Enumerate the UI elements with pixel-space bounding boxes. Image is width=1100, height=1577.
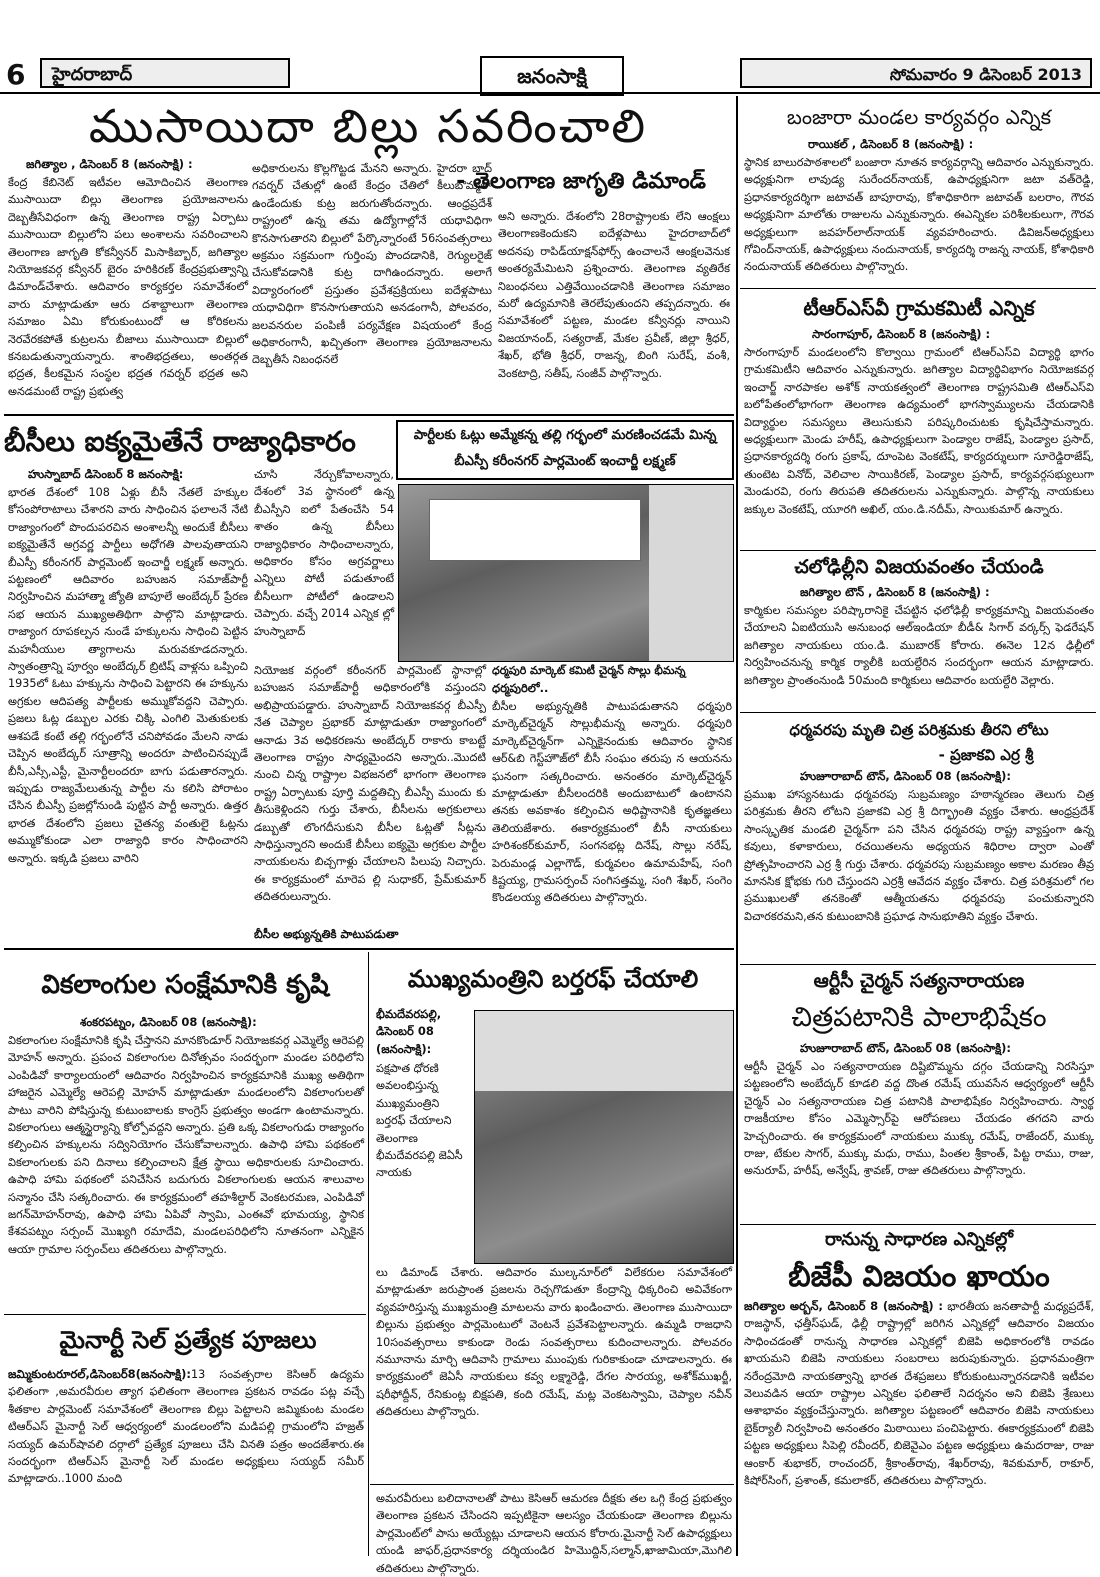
main-column-3: అని అన్నారు. దేశంలోని 28రాష్ట్రాలకు లేని ఆంక్షలు తెలంగాణకెందుకని ఐదేళ్లపాటు హైదరాబాద్‌లో అదనపు రాపిడ్‌యాక్షన్‌ఫోర్స్ ఉంచాలనే ఆంక్షలవెనుక అంతర్యమేమిటని ప్రశ్నించారు. తెలంగాణ వ్యతిరేక నిబంధనలు ఎత్తివేయించడానికి తెలంగాణ సమాజం మరో ఉద్యమానికి తెరలేపుతుందని తప్పదన్నారు. ఈ సమావేశంలో పట్టణ, మండల కన్వీనర్లు నాయిని విజయానంద్, సత్యరాజ్, మేకల ప్రవీణ్, జిల్లా శ్రీధర్, శేఖర్, భోతి శ్రీధర్, రాజన్న, బింగి సురేష్, వంశీ, వెంకటాద్రి, సతీష్, సంజీవ్ పాల్గొన్నారు. [498, 210, 730, 380]
disabled-rule [4, 1314, 366, 1315]
main-story-rule [4, 414, 734, 416]
dharmavarapu-dateline: హుజూరాబాద్ టౌన్, డిసెంబర్ 08 (జనంసాక్షి): [800, 769, 1011, 783]
disabled-dateline: శంకరపట్నం, డిసెంబర్ 08 (జనంసాక్షి): [80, 1015, 257, 1029]
chalo-headline: చలోఢిల్లీని విజయవంతం చేయండి [794, 556, 1044, 578]
main-column-1: కేంద్ర కేబినెట్ ఇటీవల ఆమోదించిన తెలంగాణ ముసాయిదా బిల్లు తెలంగాణ ప్రయోజనాలను దెబ్బతీసేవిధంగా ఉన్న తెలంగాణ రాష్ట్ర ఏర్పాటు ముసాయిదా బిల్లులోని పలు అంశాలను సవరించాలని తెలంగాణ జాగృతి కోకన్వీనర్ మిసాకిబ్బార్, జగిత్యాల నియోజకవర్గ కన్వీనర్ బైరం హరికిరణ్ కేంద్రప్రభుత్వాన్ని డిమాండ్‌చేశారు. ఆదివారం కార్యకర్తల సమావేశంలో వారు మాట్లాడుతూ ఆరు దశాబ్దాలుగా తెలంగాణ సమాజం ఏమి కోరుకుంటుందో ఆ కోరికలను నెరవేరకపోతే కుట్రలను బీజాలు ముసాయిదా బిల్లులో కనబడుతున్నాయన్నారు. శాంతిభద్రతలు, అంతర్గత భద్రత, కీలకమైన సంస్థల భద్రత గవర్నర్ భద్రత అని అనడమంటే రాష్ట్ర ప్రభుత్వ [8, 176, 248, 398]
trsv-rule [740, 550, 1096, 551]
minority-headline: మైనార్టీ సెల్ ప్రత్యేక పూజలు [59, 1326, 317, 1354]
market-dateline: ధర్మపురిలో.. [492, 681, 549, 695]
minority-body [8, 1366, 364, 1552]
cm-rule [370, 1484, 734, 1485]
bjp-headline-line2: బీజేపీ విజయం ఖాయం [788, 1259, 1050, 1293]
chalo-dateline: జగిత్యాల టౌన్ , డిసెంబర్ 8 (జనంసాక్షి) : [800, 585, 990, 599]
cm-jac-photo [474, 1010, 734, 1264]
bjp-body-text: భారతీయ జనతాపార్టీ మధ్యప్రదేశ్, రాజస్థాన్, ఛత్తీస్‌ఘడ్, ఢిల్లీ రాష్ట్రాల్లో జరిగిన ఎన్నికల్లో ఆదివారం విజయం సాధించడంతో రానున్న సాధారణ ఎన్నికల్లో బిజెపి అధికారంలోకి రావడం ఖాయమని బిజెపి నాయకులు సంబరాలు జరుపుకున్నారు. ప్రధానమంత్రిగా నరేంద్రమోది నాయకత్వాన్ని భారత దేశప్రజలు కోరుకుంటున్నారనడానికి ఇటీవల వెలువడిన ఆయా రాష్ట్రాల ఎన్నికల ఫలితాలే నిదర్శనం అని బిజెపి శ్రేణులు ఆశాభావం వ్యక్తంచేస్తున్నారు. జగిత్యాల పట్టణంలో ఆదివారం బిజెపి నాయకులు బైక్‌ర్యాలీ నిర్వహించి అనంతరం మిఠాయిలు పంచిపెట్టారు. ఈకార్యక్రమంలో బిజెపి పట్టణ అధ్యక్షులు సిపెల్లి రవీందర్, బిజెవైఎం పట్టణ అధ్యక్షులు ఉమదరాజు, రాజు ఆంకార్ శుభాకర్, రాంచందర్, శ్రీకాంత్‌రావు, శేఖర్‌రావు, శివకుమార్, రాకూర్, కిషోర్‌సింగ్, ప్రశాంత్, కమలాకర్, తదితరులు పాల్గొన్నారు. [744, 1300, 1094, 1488]
market-heading: ధర్మపురి మార్కెట్ కమిటీ చైర్మన్ సొల్లు భీమన్న [492, 664, 686, 677]
bc-column-2b: నియోజక వర్గంలో కరీంనగర్ పార్లమెంట్ స్థానాల్లో బహుజన సమాజ్‌పార్టీ అధికారంలోకి వస్తుందని అభిప్రాయపడ్డారు. హుస్నాబాద్ నియోజకవర్గ బీఎస్పీ నేత చెప్యాల ప్రభాకర్ మాట్లాడుతూ రాజ్యాంగంలో ఆనాడు 3వ అధికరణను అంబేద్కర్ రాకారు కాబట్టే తెలంగాణ రాష్ట్రం సాధ్యమైందని అన్నారు..మొదటి నుంచి చిన్న రాష్ట్రాల విభజనలో భాగంగా తెలంగాణ రాష్ట్ర ఏర్పాటుకు పూర్తి మద్దతిచ్చి బీఎస్పీ ముందు కు తీసుకెళ్లిందని గుర్తు చేశారు, బీసీలను అగ్రకులాలు డబ్బుతో లొంగదీసుకుని బీసీల ఓట్లతో సీట్లను సాధిస్తున్నారని అందుకే బీసీలు ఐక్యమై అగ్రకుల పార్టీల నాయకులను బిచ్చగాళ్లు చేయాలని పిలుపు నిచ్చారు. ఈ కార్యక్రమంలో మారెప ల్లి సుధాకర్, ప్రేమ్‌కుమార్ తదితరులున్నారు. [254, 664, 486, 904]
trsv-headline: టీఆర్‌ఎస్‌వీ గ్రామకమిటీ ఎన్నిక [803, 296, 1035, 320]
bc-column-2a: చూసి నేర్చుకోవాలన్నారు, దేశంలో 3వ స్థానంలో ఉన్న బీఎస్పీని ఐలో పేతంచేసి 54 శాతం ఉన్న బీసీలు రాజ్యాధికారం సాధించాలన్నారు, అధికారం కోసం అగ్రవర్ణాలు ఎన్నిలు పోటీ పడుతూంటే బీసీలుగా పోటీలో ఉండాలని చెప్పారు. వచ్చే 2014 ఎన్నిక ల్లో హుస్నాబాద్ [254, 468, 394, 638]
banner-headline-line1: పార్టీలకు ఓట్లు అమ్మేకన్న తల్లి గర్భంలో మరణించడమే మిన్న [413, 428, 717, 443]
minority-body-text: 13 సంవత్సరాల కెసిఆర్ ఉద్యమ ఫలితంగా ,అమరవీరుల త్యాగ ఫలితంగా తెలంగాణ ప్రకటన రావడం పట్ల వచ్చే శీతకాల పార్లమెంట్ సమావేశంలో తెలంగాణ బిల్లు పెట్టాలని జమ్మికుంట మండల టిఆర్ఎస్ మైనార్టీ సెల్ ఆధ్వర్యంలో మండలంలోని మడిపల్లి గ్రామంలోని హజ్రత్ సయ్యద్ ఉమర్‌షావలి దర్గాలో ప్రత్యేక పూజలు చేసి వినతి పత్రం అందజేశారు.ఈ సందర్భంగా టిఆర్ఎస్ మైనార్టీ సెల్ మండల అధ్యక్షులు సయ్యద్ సమీర్ మాట్లాడారు..1000 మంది [8, 1368, 364, 1486]
disabled-headline: వికలాంగుల సంక్షేమానికి కృషి [41, 970, 329, 1000]
photo-pillar [649, 485, 733, 661]
dharmavarapu-rule [740, 964, 1096, 965]
rtc-rule [740, 1224, 1096, 1225]
disabled-body: వికలాంగుల సంక్షేమానికి కృషి చేస్తానని మానకొండూర్ నియోజకవర్గ ఎమ్మెల్యే ఆరెపల్లి మోహన్ అన్నారు. ప్రపంచ వికలాంగుల దినోత్సవం సందర్భంగా మండల పరిధిలోని ఎంపిడివో కార్యాలయంలో ఆదివారం నిర్వహించిన కార్యక్రమానికి ముఖ్య అతిథిగా హాజరైన ఎమ్మెల్యే ఆరెపల్లి మోహన్ మాట్లాడుతూ మండలంలోని వికలాంగులతో పాటు వారిని పోషిస్తున్న కుటుంబాలకు కాంగ్రెస్ ప్రభుత్వం అండగా ఉంటామన్నారు. వికలాంగులు ఆత్మస్థైర్యాన్ని కోల్పోవద్దని అన్నారు. ప్రతి ఒక్క వికలాంగుడు రాజ్యాంగం కల్పించిన హక్కులను సద్వినియోగం చేసుకోవాలన్నారు. ఉపాధి హామి పథకంలో వికలాంగులకు పని దినాలు కల్పించాలని క్షేత్ర స్థాయి అధికారులకు సూచించారు. ఉపాధి హామి పథకంలో పనిచేసిన బదుగురు వికలాంగులకు ఆయన శాలువాల సన్మానం చేసి సత్కరించారు. ఈ కార్యక్రమంలో తహశీల్దార్ వెంకటరమణ, ఎంపిడివో జగన్‌మోహన్‌రావు, ఉపాధి హామి ఏపివో స్వామి, ఎంఈవో భూమయ్య, స్థానిక కేశవపట్నం సర్పంచ్ మొఖ్యగి రమాదేవి, మండలపరిధిలోని నూతనంగా ఎన్నికైన ఆయా గ్రామాల సర్పంచ్‌లు తదితరులు పాల్గొన్నారు. [8, 1034, 364, 1256]
banner-headline-line2: బీఎస్పీ కరీంనగర్ పార్లమెంట్ ఇంచార్జీ లక్ష్మణ్ [454, 454, 676, 469]
dharmavarapu-body: ప్రముఖ హాస్యనటుడు ధర్మవరపు సుబ్రమణ్యం హఠాన్మరణం తెలుగు చిత్ర పరిశ్రమకు తీరని లోటని ప్రజాకవి ఎర్ర శ్రీ దిగ్భ్రాంతి వ్యక్తం చేశారు. ఆంధ్రప్రదేశ్ సాంస్కృతిక మండలి చైర్మన్‌గా పని చేసిన ధర్మవరపు రాష్ట్ర వ్యాప్తంగా ఉన్న కవులు, కళాకారులు, రచయితలను అధ్యయన శిధిరాల ద్వారా ఎంతో ప్రోత్సహించారని ఎర్ర శ్రీ గుర్తు చేశారు. ధర్మవరపు సుబ్రమణ్యం అకాల మరణం తీవ్ర మానసిక క్షోభకు గురి చేస్తుందని ఎర్రశ్రీ ఆవేదన వ్యక్తం చేశారు. చిత్ర పరిశ్రమలో గల ప్రముఖులతో తనకెంతో ఆత్మీయతను ధర్మవరపు పంచుకున్నారని విచారకరమని,తన కుటుంబానికి ప్రఘాఢ సానుభూతిని వ్యక్తం చేశారు. [744, 788, 1094, 923]
city-section-label: హైదరాబాద్ [40, 58, 290, 88]
masthead-rule [0, 92, 1100, 94]
newspaper-logo: జనంసాక్షి [480, 56, 624, 96]
cm-headline: ముఖ్యమంత్రిని బర్తరఫ్ చేయాలి [407, 965, 699, 993]
lower-column-divider [368, 952, 369, 1556]
bjp-dateline: జగిత్యాల అర్బన్, డిసెంబర్ 8 (జనంసాక్షి) : [744, 1299, 943, 1313]
banjara-headline: బంజారా మండల కార్యవర్గం ఎన్నిక [786, 105, 1052, 129]
dharmavarapu-subhead: - ప్రజాకవి ఎర్ర శ్రీ [938, 746, 1034, 764]
cm-dateline: భీమదేవరపల్లి, డిసెంబర్ 08 (జనంసాక్షి): [376, 1007, 442, 1056]
mid-rule [4, 948, 734, 950]
cm-body: లు డిమాండ్ చేశారు. ఆదివారం ముల్కనూర్‌లో విలేకరుల సమావేశంలో మాట్లాడుతూ జరుప్రాంత ప్రజలను రెచ్చగొడుతూ కేంద్రాన్ని ధిక్కరించి అవివేకంగా వ్యవహరిస్తున్న ముఖ్యమంత్రి మాటలను వారు ఖండించారు. తెలంగాణ ముసాయిదా బిల్లును ప్రభుత్వం పార్లమెంటులో వెంటనే ప్రవేశపెట్టాలన్నారు. ఉమ్మడి రాజధాని 10సంవత్సరాలు కాకుండా రెండు సంవత్సరాలు కుదించాలన్నారు. పోలవరం నమూనాను మార్చి ఆదివాసి గ్రామాలు ముంపుకు గురికాకుండా చూడాలన్నారు. ఈ కార్యక్రమంలో జెఏసీ నాయకులు కవ్వ లక్ష్మారెడ్డి, దేగల సారయ్య, అశోక్‌ముఖర్జీ, షరీఫోద్దీన్, రేనికుంట్ల బిక్షపతి, కంది రమేష్, మట్ల వెంకటస్వామి, చెప్యాల నవీన్ తదితరులు పాల్గొన్నారు. [376, 1266, 732, 1419]
trsv-dateline: సారంగాపూర్, డిసెంబర్ 8 (జనంసాక్షి) : [812, 327, 991, 341]
main-headline: ముసాయిదా బిల్లు సవరించాలి [88, 99, 648, 153]
rtc-headline-line2: చిత్రపటానికి పాలాభిషేకం [791, 1002, 1047, 1033]
photo-banner [429, 499, 641, 561]
main-dateline: జగిత్యాల , డిసెంబర్ 8 (జనంసాక్షి) : [26, 157, 193, 171]
rtc-body: ఆర్టీసీ చైర్మన్ ఎం సత్యనారాయణ దిష్టిబొమ్మను దగ్గం చేయడాన్ని నిరసిస్తూ పట్టణంలోని అంబేద్కర్ కూడలి వద్ద దొంత రమేష్ యువసేన ఆధ్వర్యంలో ఆర్టీసీ చైర్మన్ ఎం సత్యనారాయణ చిత్ర పటానికి పాలాభిషేకం నిర్వహించారు. స్వార్థ రాజకీయాల కోసం ఎమ్మెస్సార్‌పై ఆరోపణలు చేయడం తగదని వారు హెచ్చరించారు. ఈ కార్యక్రమంలో నాయకులు ముక్కు రమేష్, రాజేందర్, ముక్కు రాజు, టేకుల సాగర్, ముక్కు మధు, రాము, పింతల శ్రీకాంత్, పిట్ట రాము, రాజు, అనురూప్, హరీష్, అన్వేష్, శ్రావణ్, రాజు తదితరులు పాల్గొన్నారు. [744, 1060, 1094, 1178]
bc-dateline: హుస్నాబాద్ డిసెంబర్ 8 జనంసాక్షి: [28, 467, 184, 481]
chalo-body: కార్మికుల సమస్యల పరిష్కారానికై చేపట్టిన ఛలోఢిల్లీ కార్యక్రమాన్ని విజయవంతం చేయాలని ఏఐటియుసి అనుబంధ ఆల్‌ఇండియా బీడీ& సిగార్ వర్కర్స్ ఫెడరేషన్ జగిత్యాల నాయకులు యం.డి. ముబారక్ కోరారు. ఈనెల 12న ఢిల్లీలో నిర్వహించనున్న కార్మిక ర్యాలీకి బయల్దేరిన సందర్భంగా ఆయన మాట్లాడారు. జగిత్యాల ప్రాంతంనుండి 50మంది కార్మికులు ఆదివారం బయల్దేరి వెల్లారు. [744, 604, 1094, 687]
rtc-headline-line1: ఆర్టీసీ చైర్మన్ సత్యనారాయణ [813, 970, 1025, 992]
bc-continued: బీసీల అభ్యున్నతికి పాటుపడుతా [254, 927, 399, 941]
right-column-divider [736, 96, 738, 1556]
trsv-body: సారంగాపూర్ మండలంలోని కొల్వాయి గ్రామంలో టిఆర్ఎస్‌వి విద్యార్థి భాగం గ్రామకమిటీని ఆదివారం ఎన్నుకున్నారు. జగిత్యాల విద్యార్థివిభాగం నియోజకవర్గ ఇంచార్జ్ నారపాకల అశోక్ నాయకత్వంలో తెలంగాణ రాష్ట్రసమితి టిఆర్ఎస్‌వి బలోపేతంలోభాగంగా తెలంగాణ ఉద్యమంలో భాగస్వామ్యులను చేయడానికి విద్యార్థుల సమస్యలు తెలుసుకుని పరిష్కరించుటకు కృషిచేస్తామన్నారు. అధ్యక్షులుగా మెండు హరీష్, ఉపాధ్యక్షులుగా పెండ్యాల రాజేష్, పెండ్యాల ప్రసాద్, ప్రధానకార్యదర్శి రంగు ప్రకాష్, దూంపెట వెంకటేష్, కార్యదర్శులుగా సూరెడ్డిరాజేష్, తుంటెట వినోద్, వెలిచాల సాయికిరణ్, పెండ్యాల ప్రసాద్, కార్యవర్గసభ్యులుగా మెండురవి, రంగు తిరుపతి తదితరులను ఎన్నుకున్నారు. పాల్గొన్న నాయకులు జక్కుల వెంకటేష్, యూరగి అఖిల్, యం.డి.నదీమ్, సాయికుమార్ ఉన్నారు. [744, 346, 1094, 516]
rtc-dateline: హుజూరాబాద్ టౌన్, డిసెంబర్ 08 (జనంసాక్షి): [800, 1041, 1011, 1055]
bjp-body [744, 1298, 1094, 1556]
minority-dateline: జమ్మికుంటరూరల్,డిసెంబర్8(జనంసాక్షి): [8, 1367, 191, 1381]
bjp-headline-line1: రానున్న సాధారణ ఎన్నికల్లో [825, 1229, 1013, 1250]
issue-date: సోమవారం 9 డిసెంబర్ 2013 [740, 58, 1092, 88]
main-subhead: - తెలంగాణ జాగృతి డిమాండ్ [456, 169, 706, 194]
bc-meeting-photo [398, 484, 734, 662]
bc-headline: బీసీలు ఐక్యమైతేనే రాజ్యాధికారం [4, 425, 356, 458]
page-number: 6 [6, 58, 26, 91]
banjara-dateline: రాయికల్ , డిసెంబర్ 8 (జనంసాక్షి) : [808, 137, 974, 151]
main-column-2: అధికారులను కొల్లగొట్టడ మేనని అన్నారు. హైదరా బాద్ గవర్నర్ చేతుల్లో ఉంటే కేంద్రం చేతిలో కీలుబొమ్మలా ఉండేందుకు కుట్ర జరుగుతోందన్నారు. ఆంధ్రప్రదేశ్ రాష్ట్రంలో ఉన్న తమ ఉద్యోగాల్లోనే యధావిధిగా కొనసాగుతారని బిల్లులో పేర్కొన్నారంటే 56సంవత్సరాలు అక్రమం సక్రమంగా గుర్తింపు పొందడానికి, రెగ్యులరైజ్ చేసుకోవడానికి కుట్ర దాగిఉందన్నారు. అలాగే విద్యారంగంలో ప్రస్తుతం ప్రవేశప్రక్రియలు ఐదేళ్లపాటు యధావిధిగా కొనసాగుతాయని అనడంగానీ, పోలవరం, జలవనరుల పంపిణీ పర్యవేక్షణ విషయంలో కేంద్ర అధికారంగానీ, ఖచ్చితంగా తెలంగాణ ప్రయోజనాలను దెబ్బతీసే నిబంధనలే [252, 162, 492, 367]
minority-column-2: అమరవీరులు బలిదానాలతో పాటు కెసిఆర్ ఆమరణ దీక్షకు తల ఒగ్గి కేంద్ర ప్రభుత్వం తెలంగాణ ప్రకటన చేసిందని ఇప్పటికైనా ఆలస్యం చేయకుండా తెలంగాణ బిల్లును పార్లమెంట్‌లో పాసు అయ్యేట్లు చూడాలని ఆయన కోరారు.మైనార్టీ సెల్ ఉపాధ్యక్షులు యండి జాఫర్,ప్రధానకార్య దర్శియండిర హిమొద్దిన్,సల్మాన్,ఖాజామియా,మొగిలి తదితరులు పాల్గొన్నారు. [376, 1492, 732, 1575]
bc-column-1: భారత దేశంలో 108 ఏళ్లు బీసీ నేతలే హక్కుల కోసంపోరాటాలు చేశారని వారు సాధించిన ఫలాలనే నేటి రాజ్యాంగంలో పొందుపరచిన అంశాలన్నీ అందుకే బీసీలు ఐక్యమైతేనే అగ్రవర్ణ పార్టీలు అధోగతి పాలవుతాయని బీఎస్పీ కరీంనగర్ పార్లమెంట్ ఇంచార్జీ లక్ష్మణ్ అన్నారు. పట్టణంలో ఆదివారం బహుజన సమాజ్‌పార్టీ నిర్వహించిన మహాత్మా జ్యోతి బాపూలే అంబేద్కర్ ప్రేరణ సభ ఆయన ముఖ్యఅతిథిగా పాల్గొని మాట్లాడారు. రాజ్యాంగ రూపకల్పన నుండే హక్కులను సాధించి పెట్టిన మహనీయుల త్యాగాలను మరువకూడదన్నారు. స్వాతంత్రాన్ని పూర్వం అంబేద్కర్ బ్రిటిష్ వాళ్లను ఒప్పించి 1935లో ఓటు హక్కును సాధించి పెట్టారని ఈ హక్కును అగ్రకుల ఆదిపత్య పార్టీలకు అమ్ముకోవద్దని చెప్పారు. ప్రజలు ఓట్ల డబ్బుల ఎరకు చిక్కి ఎంగిలి మెతుకులకు ఆశపడే కంటే తల్లి గర్భంలోనే చనిపోవడం మేలని నాడు చెప్పిన అంబేద్కర్ సూత్రాన్ని అందరూ పాటించినప్పుడే బీసీ,ఎస్సీ,ఎస్టీ, మైనార్టీలందరూ బాగు పడుతారన్నారు. ఇప్పుడు రాజ్యమేలుతున్న పార్టీల ను కలిసి పోరాటం చేసిన బీఎస్పీ ప్రజల్లోనుండి పుట్టిన పార్టీ అన్నారు. ఉత్తర భారత దేశంలోని ప్రజలు చైతన్య వంతులై ఓట్లను అమ్ముకోకుండా ఎలా రాజ్యాధి కారం సాధించారని అన్నారు. ఇక్కడి ప్రజలు వారిని [8, 486, 248, 865]
market-body: బీసీల అభ్యున్నతికి పాటుపడుతానని ధర్మపురి మార్కెట్‌చైర్మన్ సొల్లుభీమన్న అన్నారు. ధర్మపురి మార్కెట్‌చైర్మన్‌గా ఎన్నికైనందుకు ఆదివారం స్థానిక ఆర్&బి గెస్ట్‌హౌజ్‌లో బీసీ సంఘం తరుపు న ఆయనను ఘనంగా సత్కరించారు. అనంతరం మార్కెట్‌చైర్మన్ మాట్లాడుతూ బీసీలందరికి అందుబాటులో ఉంటానని తనకు అవకాశం కల్పించిన అధిష్టానానికి కృతజ్ఞతలు తెలియజేశారు. ఈకార్యక్రమంలో బీసీ నాయకులు హరిశంకర్‌కుమార్, సంగనభట్ల దినేష్, సొల్లు నరేష్, పెరుమండ్ల ఎల్లాగౌడ్, కుర్మవలం ఉమామహేష్, సంగి కిష్టయ్య, గ్రామసర్పంచ్ సంగిసత్తమ్మ, సంగి శేఖర్, సంగెం కొండలయ్య తదితరులు పాల్గొన్నారు. [492, 700, 732, 905]
chalo-rule [740, 712, 1096, 713]
cm-side-text: పక్షపాత ధోరణి అవలంభిస్తున్న ముఖ్యమంత్రిని బర్తరఫ్ చేయాలని తెలంగాణ భీమదేవరపల్లి జెఏసీ నాయకు [376, 1062, 463, 1180]
banjara-rule [740, 288, 1096, 289]
banjara-body: స్థానిక బాలురపాఠశాలలో బంజారా నూతన కార్యవర్గాన్ని ఆదివారం ఎన్నుకున్నారు. అధ్యక్షునిగా లావుడ్య సురేందర్‌నాయక్, ఉపాధ్యక్షునిగా జటా వత్‌రెడ్డి, ప్రధానకార్యదర్శిగా జటావత్ బాపూరావు, కోశాధికారిగా జటావత్ బలరాం, గౌరవ అధ్యక్షునిగా మాలోతు రాజులను ఎన్నుకున్నారు. ఈఎన్నికల పరిశీలకులుగా, గౌరవ అధ్యక్షులుగా జవహర్‌లాల్‌నాయక్ వ్యవహరించారు. డివిజన్‌అధ్యక్షులు గోవింద్‌నాయక్, ఉపాధ్యక్షులు నందునాయక్, కార్యదర్శి రాజన్న నాయక్, కోశాధికారి నందునాయక్ తదితరులు పాల్గొన్నారు. [744, 156, 1094, 274]
dharmavarapu-headline: ధర్మవరపు మృతి చిత్ర పరిశ్రమకు తీరని లోటు [789, 721, 1049, 739]
photo-building [475, 1011, 733, 1091]
